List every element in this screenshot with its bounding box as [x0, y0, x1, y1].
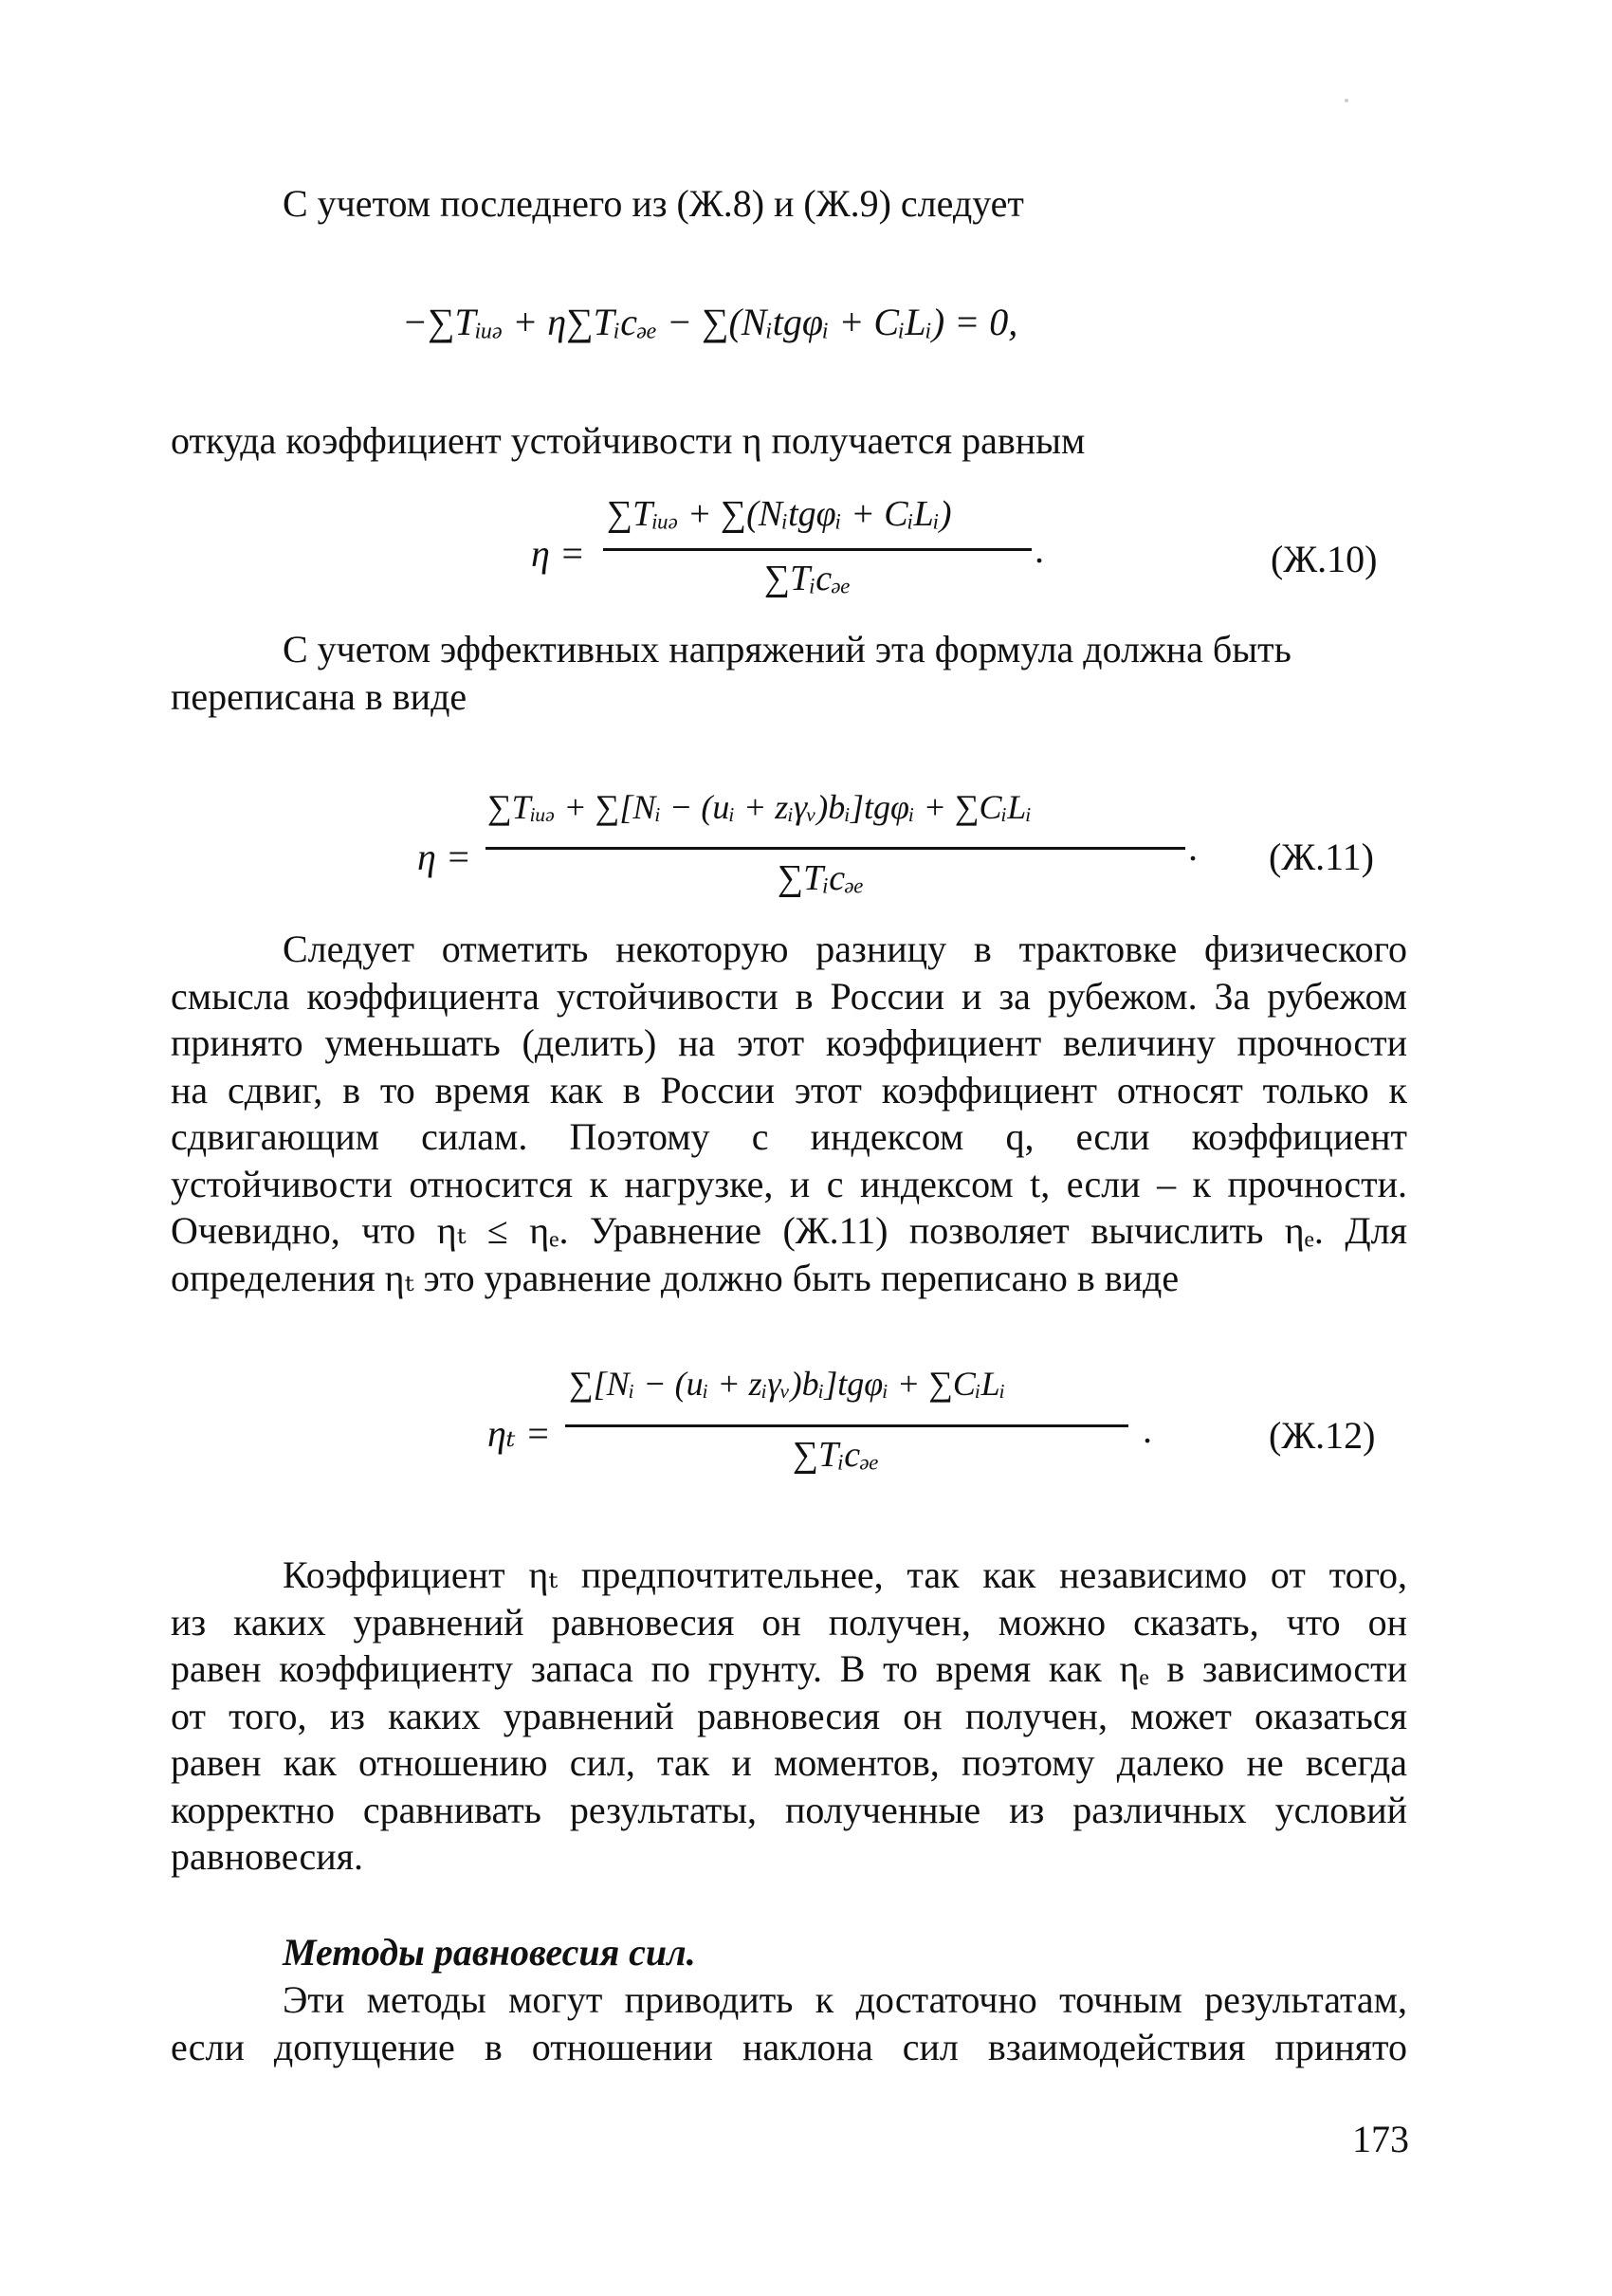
eq12-number: (Ж.12) — [1269, 1414, 1376, 1457]
eq10-numerator: ∑Tᵢᵤₔ + ∑(Nᵢtgφᵢ + CᵢLᵢ) — [607, 494, 952, 534]
equation-sum-zero: −∑Tᵢᵤₔ + η∑Tᵢcₔₑ − ∑(Nᵢtgφᵢ + CᵢLᵢ) = 0, — [402, 301, 1018, 343]
eq10-lhs: η = — [531, 532, 585, 575]
section-heading: Методы равновесия сил. — [283, 1931, 696, 1974]
eq10-dot: . — [1035, 528, 1045, 571]
paragraph-coefficient-meaning — [171, 926, 1407, 1301]
paragraph-line: если допущение в отношении наклона сил взаимодействия принято — [171, 2025, 1407, 2068]
eq12-numerator: ∑[Nᵢ − (uᵢ + zᵢγᵥ)bᵢ]tgφᵢ + ∑CᵢLᵢ — [569, 1365, 1006, 1403]
eq10-number: (Ж.10) — [1271, 538, 1378, 580]
paragraph-eta-t-preference — [171, 1552, 1407, 1881]
eq11-lhs: η = — [417, 836, 471, 878]
paragraph-line: Очевидно, что ηₜ ≤ ηₑ. Уравнение (Ж.11) позволяет вычислить ηₑ. Для — [171, 1209, 1407, 1252]
scan-speck — [1345, 99, 1348, 102]
paragraph-line: корректно сравнивать результаты, полученные из различных условий — [171, 1788, 1407, 1831]
paragraph-line: равен как отношению сил, так и моментов, поэтому далеко не всегда — [171, 1741, 1407, 1784]
paragraph-line: на сдвиг, в то время как в России этот коэффициент относят только к — [171, 1068, 1407, 1111]
eq12-dot: . — [1144, 1408, 1153, 1451]
paragraph-line: Следует отметить некоторую разницу в трактовке физического — [283, 928, 1407, 970]
whence-line: откуда коэффициент устойчивости η получается равным — [171, 419, 1086, 462]
paragraph-line: равновесия. — [171, 1835, 364, 1878]
effective-line-2: переписана в виде — [171, 675, 467, 718]
eq10-denominator: ∑Tᵢcₔₑ — [764, 559, 852, 598]
eq11-denominator: ∑Tᵢcₔₑ — [778, 858, 865, 898]
eq12-fraction-bar — [565, 1424, 1128, 1427]
paragraph-line: от того, из каких уравнений равновесия он получен, может оказаться — [171, 1694, 1407, 1737]
intro-line: С учетом последнего из (Ж.8) и (Ж.9) следует — [283, 182, 1024, 225]
eq12-denominator: ∑Tᵢcₔₑ — [793, 1435, 880, 1475]
paragraph-line: из каких уравнений равновесия он получен, можно сказать, что он — [171, 1600, 1407, 1644]
paragraph-line: определения ηₜ это уравнение должно быть переписано в виде — [171, 1256, 1180, 1299]
eq11-numerator: ∑Tᵢᵤₔ + ∑[Nᵢ − (uᵢ + zᵢγᵥ)bᵢ]tgφᵢ + ∑CᵢLᵢ — [487, 788, 1032, 826]
paragraph-line: принято уменьшать (делить) на этот коэффициент величину прочности — [171, 1021, 1407, 1064]
eq11-fraction-bar — [485, 847, 1185, 850]
paragraph-line: равен коэффициенту запаса по грунту. В то время как ηₑ в зависимости — [171, 1647, 1407, 1690]
eq12-lhs: ηₜ = — [487, 1412, 551, 1455]
eq10-fraction-bar — [603, 548, 1032, 551]
paragraph-force-equilibrium-methods — [171, 1976, 1407, 2070]
eq11-number: (Ж.11) — [1269, 836, 1374, 878]
paragraph-line: смысла коэффициента устойчивости в России и за рубежом. За рубежом — [171, 974, 1407, 1018]
page-number: 173 — [1352, 2118, 1409, 2160]
effective-line-1: С учетом эффективных напряжений эта формула должна быть — [283, 628, 1291, 670]
paragraph-line: Эти методы могут приводить к достаточно точным результатам, — [283, 1978, 1407, 2021]
paragraph-line: устойчивости относится к нагрузке, и с индексом t, если – к прочности. — [171, 1162, 1407, 1205]
paragraph-line: сдвигающим силам. Поэтому с индексом q, если коэффициент — [171, 1115, 1407, 1158]
eq11-dot: . — [1189, 826, 1199, 869]
paragraph-line: Коэффициент ηₜ предпочтительнее, так как независимо от того, — [283, 1553, 1407, 1596]
